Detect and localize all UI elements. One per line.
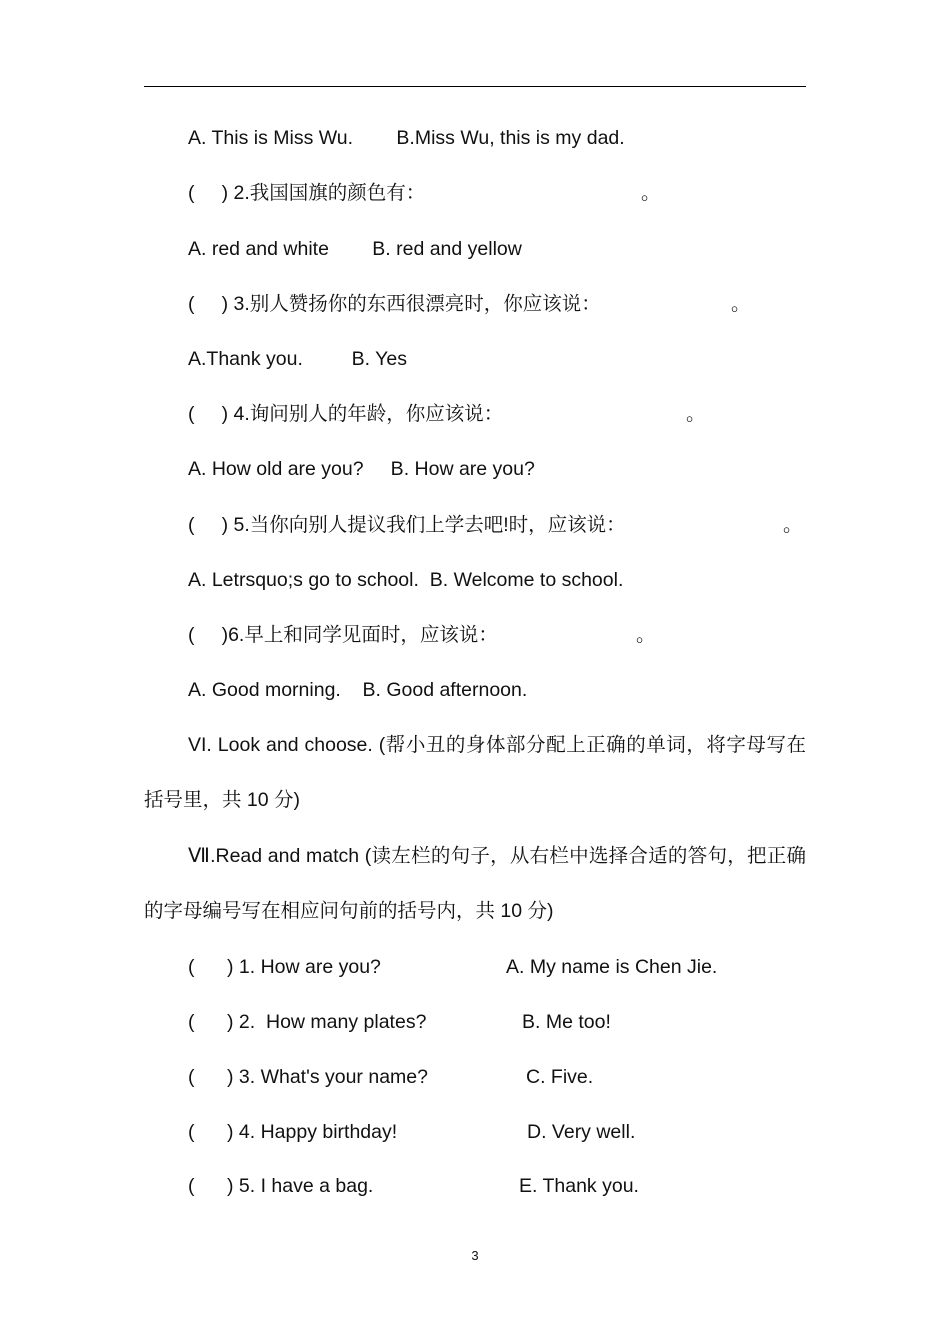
question-6-options: A. Good morning. B. Good afternoon. — [188, 679, 528, 701]
match-right-c: C. Five. — [526, 1066, 594, 1088]
question-2-options: A. red and white B. red and yellow — [188, 238, 522, 260]
section-6-heading: VI. Look and choose. (帮小丑的身体部分配上正确的单词，将字母写在括号里，共 10 分) — [144, 734, 806, 811]
question-2-end: 。 — [641, 182, 661, 204]
match-right-d: D. Very well. — [527, 1121, 636, 1143]
match-left-3: ( ) 3. What's your name? — [188, 1066, 428, 1088]
question-3-options: A.Thank you. B. Yes — [188, 348, 407, 370]
match-left-1: ( ) 1. How are you? — [188, 956, 381, 978]
section-7-heading: Ⅶ.Read and match (读左栏的句子，从右栏中选择合适的答句，把正确的字母编号写在相应问句前的括号内，共 10 分) — [144, 845, 806, 922]
page-number: 3 — [471, 1248, 479, 1263]
question-6: ( )6.早上和同学见面时，应该说： — [188, 624, 498, 646]
question-3: ( ) 3.别人赞扬你的东西很漂亮时，你应该说： — [188, 293, 601, 315]
match-left-4: ( ) 4. Happy birthday! — [188, 1121, 398, 1143]
match-left-2: ( ) 2. How many plates? — [188, 1011, 427, 1033]
question-3-end: 。 — [731, 293, 751, 315]
q1-options: A. This is Miss Wu. B.Miss Wu, this is my dad. — [188, 127, 625, 149]
question-6-end: 。 — [636, 624, 656, 646]
question-4-options: A. How old are you? B. How are you? — [188, 458, 535, 480]
question-5-options: A. Letrsquo;s go to school. B. Welcome to school. — [188, 569, 624, 591]
question-2: ( ) 2.我国国旗的颜色有： — [188, 182, 426, 204]
match-right-a: A. My name is Chen Jie. — [506, 956, 718, 978]
question-5: ( ) 5.当你向别人提议我们上学去吧!时，应该说： — [188, 514, 626, 536]
header-rule — [144, 86, 806, 87]
question-4-end: 。 — [686, 403, 706, 425]
match-right-b: B. Me too! — [522, 1011, 611, 1033]
question-4: ( ) 4.询问别人的年龄，你应该说： — [188, 403, 504, 425]
question-5-end: 。 — [783, 514, 803, 536]
match-right-e: E. Thank you. — [519, 1175, 639, 1197]
match-left-5: ( ) 5. I have a bag. — [188, 1175, 374, 1197]
